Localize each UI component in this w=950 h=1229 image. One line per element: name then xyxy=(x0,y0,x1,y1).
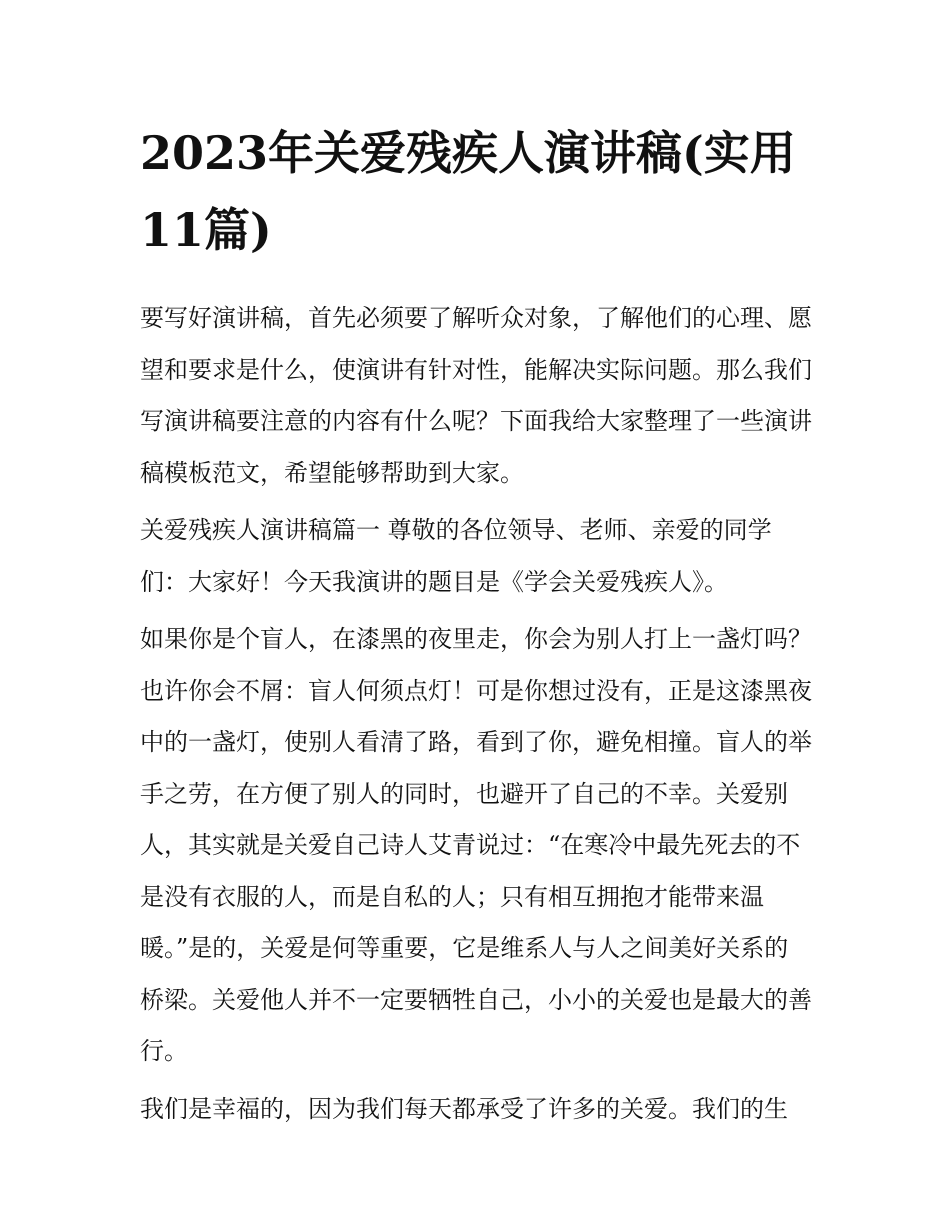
paragraph-blind-lamp: 如果你是个盲人，在漆黑的夜里走，你会为别人打上一盏灯吗？也许你会不屑：盲人何须点灯！可是你想过没有，正是这漆黑夜中的一盏灯，使别人看清了路，看到了你，避免相撞。盲人的举手之劳，在方便了别人的同时，也避开了自己的不幸。关爱别人，其实就是关爱自己诗人艾青说过：“在寒冷中最先死去的不是没有衣服的人，而是自私的人；只有相互拥抱才能带来温暖。”是的，关爱是何等重要，它是维系人与人之间美好关系的桥梁。关爱他人并不一定要牺牲自己，小小的关爱也是最大的善行。 xyxy=(140,625,812,1065)
document-title: 2023年关爱残疾人演讲稿(实用11篇) xyxy=(140,126,796,257)
paragraph-speech-opening: 关爱残疾人演讲稿篇一 尊敬的各位领导、老师、亲爱的同学们：大家好！今天我演讲的题目是《学会关爱残疾人》。 xyxy=(140,516,772,596)
paragraph-intro: 要写好演讲稿，首先必须要了解听众对象，了解他们的心理、愿望和要求是什么，使演讲有针对性，能解决实际问题。那么我们写演讲稿要注意的内容有什么呢？下面我给大家整理了一些演讲稿模板范文，希望能够帮助到大家。 xyxy=(140,304,812,487)
document-page xyxy=(140,115,812,1141)
paragraph-happiness: 我们是幸福的，因为我们每天都承受了许多的关爱。我们的生 xyxy=(140,1094,788,1123)
